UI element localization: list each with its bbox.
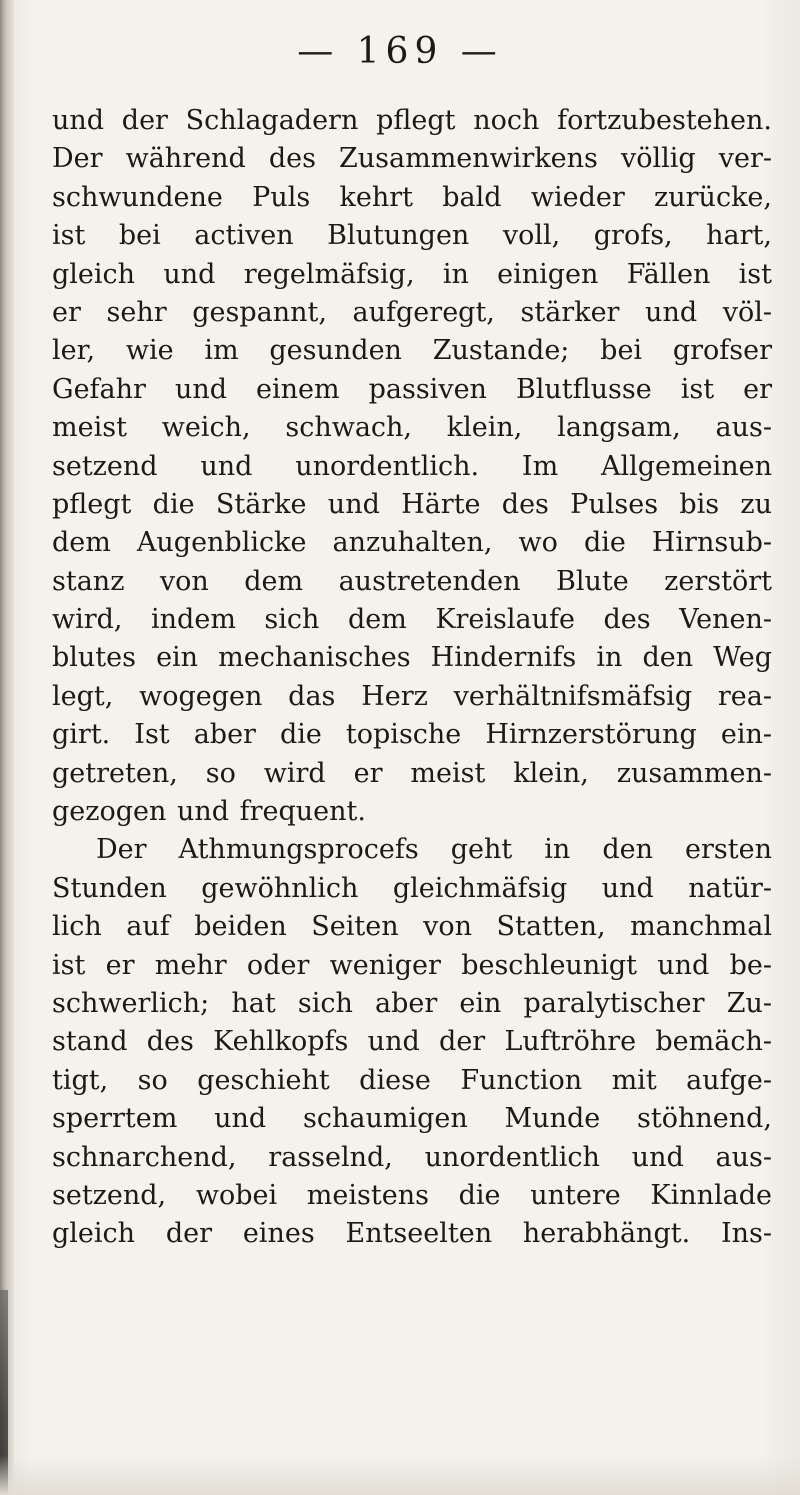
text-line: girt. Ist aber die topische Hirnzerstörung ein- xyxy=(52,719,772,751)
text-line: setzend, wobei meistens die untere Kinnlade xyxy=(52,1179,772,1211)
text-line: schwundene Puls kehrt bald wieder zurücke, xyxy=(52,181,772,213)
text-line: gleich der eines Entseelten herabhängt. Ins- xyxy=(52,1218,772,1250)
text-line: gezogen und frequent. xyxy=(52,796,366,828)
text-line: Der während des Zusammenwirkens völlig ver- xyxy=(52,143,772,175)
text-line: ist bei activen Blutungen voll, grofs, hart, xyxy=(52,220,772,252)
text-line: stand des Kehlkopfs und der Luftröhre bemäch- xyxy=(52,1026,772,1058)
text-line: tigt, so geschieht diese Function mit aufge- xyxy=(52,1064,772,1096)
text-line: schwerlich; hat sich aber ein paralytischer Zu- xyxy=(52,987,772,1019)
text-line: er sehr gespannt, aufgeregt, stärker und völ- xyxy=(52,296,772,328)
text-line: und der Schlagadern pflegt noch fortzubestehen. xyxy=(52,105,772,136)
paragraph xyxy=(52,831,772,1253)
text-line: schnarchend, rasselnd, unordentlich und aus- xyxy=(52,1141,772,1173)
text-line: sperrtem und schaumigen Munde stöhnend, xyxy=(52,1103,772,1135)
text-line: dem Augenblicke anzuhalten, wo die Hirnsub- xyxy=(52,527,772,559)
text-line: blutes ein mechanisches Hindernifs in den Weg xyxy=(52,642,772,674)
text-line: Stunden gewöhnlich gleichmäfsig und natür- xyxy=(52,872,772,904)
page-number-header: — 169 — xyxy=(297,31,503,72)
text-line: legt, wogegen das Herz verhältnifsmäfsig rea- xyxy=(52,680,772,712)
text-line: lich auf beiden Seiten von Statten, manchmal xyxy=(52,911,772,943)
page-bottom-edge xyxy=(0,1455,800,1495)
text-line: ler, wie im gesunden Zustande; bei grofser xyxy=(52,335,772,367)
text-line: meist weich, schwach, klein, langsam, aus- xyxy=(52,412,772,444)
text-line: stanz von dem austretenden Blute zerstört xyxy=(52,565,772,597)
text-line: setzend und unordentlich. Im Allgemeinen xyxy=(52,450,772,482)
text-line: wird, indem sich dem Kreislaufe des Venen- xyxy=(52,604,772,636)
paragraph xyxy=(52,102,772,831)
text-line: getreten, so wird er meist klein, zusammen- xyxy=(52,757,772,789)
page-gutter xyxy=(0,0,14,1495)
body-text xyxy=(52,102,772,1254)
text-line: Gefahr und einem passiven Blutflusse ist er xyxy=(52,373,772,405)
text-line: pflegt die Stärke und Härte des Pulses bis zu xyxy=(52,488,772,520)
text-line: Der Athmungsprocefs geht in den ersten xyxy=(96,834,772,866)
text-line: ist er mehr oder weniger beschleunigt und be- xyxy=(52,949,772,981)
text-line: gleich und regelmäfsig, in einigen Fällen ist xyxy=(52,258,772,290)
